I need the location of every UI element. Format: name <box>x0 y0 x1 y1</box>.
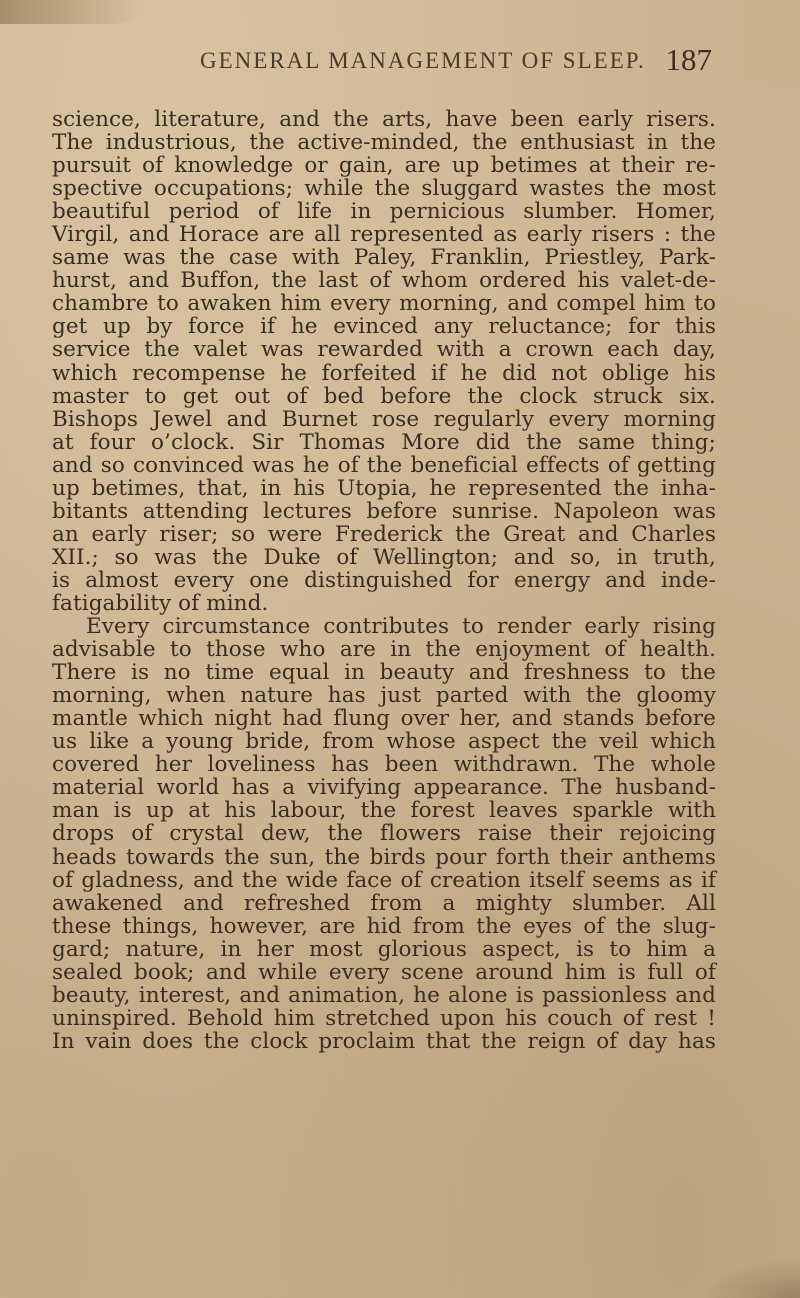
text-line: gard; nature, in her most glorious aspect, is to him a <box>52 936 716 962</box>
page-header <box>200 44 720 84</box>
text-line: Bishops Jewel and Burnet rose regularly every morning <box>52 406 716 432</box>
text-line: uninspired. Behold him stretched upon his couch of rest ! <box>52 1005 716 1031</box>
paragraph-start-line: Every circumstance contributes to render early rising <box>86 614 716 640</box>
text-line: mantle which night had flung over her, and stands before <box>52 706 716 732</box>
text-line: spective occupations; while the sluggard wastes the most <box>52 176 716 202</box>
text-line: sealed book; and while every scene around him is full of <box>52 959 716 985</box>
text-line: heads towards the sun, the birds pour forth their anthems <box>52 844 716 870</box>
text-line: these things, however, are hid from the eyes of the slug- <box>52 913 716 939</box>
body-text <box>52 108 716 1053</box>
text-line: covered her loveliness has been withdrawn. The whole <box>52 752 716 778</box>
text-line: chambre to awaken him every morning, and compel him to <box>52 291 716 317</box>
text-line: master to get out of bed before the clock struck six. <box>52 383 716 409</box>
page-number: 187 <box>665 42 712 77</box>
text-line: of gladness, and the wide face of creation itself seems as if <box>52 867 716 893</box>
text-line: drops of crystal dew, the flowers raise their rejoicing <box>52 821 716 847</box>
text-line: up betimes, that, in his Utopia, he represented the inha- <box>52 475 716 501</box>
text-line: an early riser; so were Frederick the Great and Charles <box>52 521 716 547</box>
text-line: and so convinced was he of the beneficial effects of getting <box>52 452 716 478</box>
text-line: There is no time equal in beauty and freshness to the <box>52 660 716 686</box>
running-title: GENERAL MANAGEMENT OF SLEEP. <box>200 48 646 73</box>
text-line: is almost every one distinguished for energy and inde- <box>52 567 716 593</box>
text-line: service the valet was rewarded with a crown each day, <box>52 337 716 363</box>
text-line: same was the case with Paley, Franklin, Priestley, Park- <box>52 245 716 271</box>
text-line: awakened and refreshed from a mighty slumber. All <box>52 890 716 916</box>
text-line: Virgil, and Horace are all represented as early risers : the <box>52 222 716 248</box>
paper-stain-bottom-right <box>700 1258 800 1298</box>
text-line: which recompense he forfeited if he did not oblige his <box>52 360 716 386</box>
text-line: In vain does the clock proclaim that the reign of day has <box>52 1028 716 1054</box>
text-line: man is up at his labour, the forest leaves sparkle with <box>52 798 716 824</box>
text-line: get up by force if he evinced any reluctance; for this <box>52 314 716 340</box>
text-line: advisable to those who are in the enjoyment of health. <box>52 637 716 663</box>
paper-stain-top-left <box>0 0 140 24</box>
text-line: material world has a vivifying appearance. The husband- <box>52 775 716 801</box>
text-line: beautiful period of life in pernicious slumber. Homer, <box>52 199 716 225</box>
text-line: beauty, interest, and animation, he alone is passionless and <box>52 982 716 1008</box>
text-line: bitants attending lectures before sunrise. Napoleon was <box>52 498 716 524</box>
text-line: morning, when nature has just parted with the gloomy <box>52 683 716 709</box>
text-line: fatigability of mind. <box>52 590 269 616</box>
text-line: The industrious, the active-minded, the enthusiast in the <box>52 130 716 156</box>
text-line: hurst, and Buffon, the last of whom ordered his valet-de- <box>52 268 716 294</box>
text-line: us like a young bride, from whose aspect the veil which <box>52 729 716 755</box>
text-line: pursuit of knowledge or gain, are up betimes at their re- <box>52 153 716 179</box>
paper-stain-top-right <box>740 0 800 90</box>
text-line: science, literature, and the arts, have been early risers. <box>52 107 716 132</box>
text-line: at four o’clock. Sir Thomas More did the same thing; <box>52 429 716 455</box>
text-line: XII.; so was the Duke of Wellington; and so, in truth, <box>52 544 716 570</box>
